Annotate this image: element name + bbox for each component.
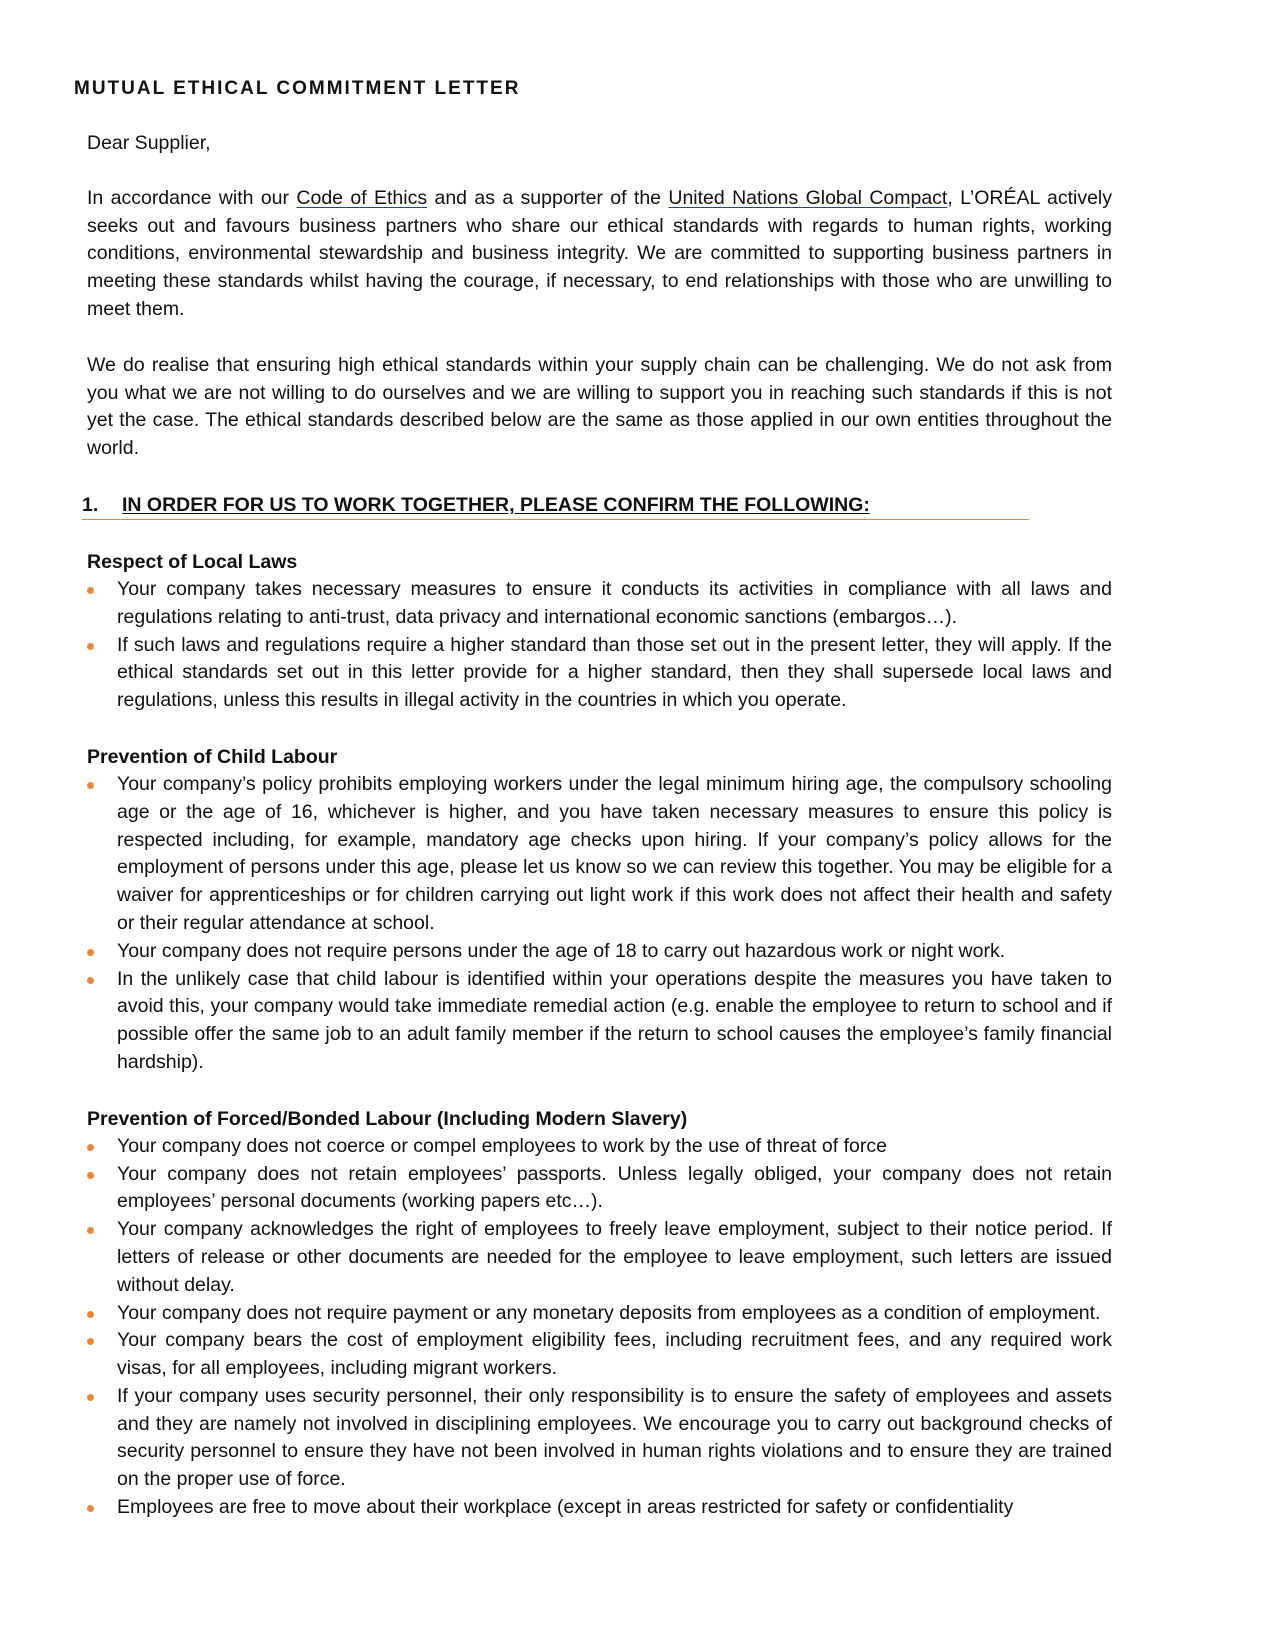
subheading: Prevention of Child Labour — [87, 745, 338, 768]
section-heading-text: IN ORDER FOR US TO WORK TOGETHER, PLEASE CONFIRM THE FOLLOWING: — [122, 493, 870, 516]
bullet-icon — [87, 643, 94, 650]
bullet-icon — [87, 1394, 94, 1401]
list-item — [87, 771, 1112, 938]
subheading: Prevention of Forced/Bonded Labour (Including Modern Slavery) — [87, 1107, 688, 1130]
list-item — [87, 1494, 1112, 1522]
bullet-icon — [87, 1172, 94, 1179]
section-forced-labour — [87, 1105, 1112, 1522]
bullet-icon — [87, 1311, 94, 1318]
salutation: Dear Supplier, — [87, 132, 211, 154]
second-paragraph: We do realise that ensuring high ethical standards within your supply chain can be challenging. We do not ask from you what we are not willing to do ourselves and we are willing to support you in reaching such standards if this is not yet the case. The ethical standards described below are the same as those applied in our own entities throughout the world. — [87, 353, 1112, 460]
list-item — [87, 1327, 1112, 1383]
bullet-icon — [87, 587, 94, 594]
un-global-compact-link[interactable]: United Nations Global Compact — [668, 186, 948, 209]
list-item — [87, 966, 1112, 1077]
code-of-ethics-link[interactable]: Code of Ethics — [296, 186, 428, 209]
list-item-text: If your company uses security personnel, their only responsibility is to ensure the safety of employees and assets and they are namely not involved in disciplining employees. We encourage you to carry out background checks of security personnel to ensure they have not been involved in human rights violations and to ensure they are trained on the proper use of force. — [117, 1384, 1112, 1491]
list-item — [87, 1133, 1112, 1161]
list-item-text: Your company does not coerce or compel employees to work by the use of threat of force — [117, 1134, 887, 1157]
list-item-text: Your company takes necessary measures to ensure it conducts its activities in compliance with all laws and regulations relating to anti-trust, data privacy and international economic sanctions (embargos…). — [117, 577, 1112, 628]
bullet-icon — [87, 977, 94, 984]
list-item — [87, 938, 1112, 966]
bullet-list — [87, 771, 1112, 1077]
subheading: Respect of Local Laws — [87, 550, 298, 573]
list-item — [87, 1216, 1112, 1299]
letter-body — [82, 130, 1112, 1522]
list-item — [87, 1161, 1112, 1217]
bullet-icon — [87, 1227, 94, 1234]
list-item — [87, 632, 1112, 715]
bullet-icon — [87, 1505, 94, 1512]
list-item-text: Employees are free to move about their workplace (except in areas restricted for safety or confidentiality — [117, 1496, 1014, 1519]
bullet-icon — [87, 1144, 94, 1151]
list-item-text: If such laws and regulations require a higher standard than those set out in the present letter, they will apply. If the ethical standards set out in this letter provide for a higher standard, then they shall supersede local laws and regulations, unless this results in illegal activity in the countries in which you operate. — [117, 633, 1112, 712]
list-item-text: Your company bears the cost of employment eligibility fees, including recruitment fees, and any required work visas, for all employees, including migrant workers. — [117, 1329, 1112, 1380]
list-item-text: Your company does not require persons under the age of 18 to carry out hazardous work or night work. — [117, 939, 1006, 962]
bullet-list — [87, 576, 1112, 715]
bullet-icon — [87, 949, 94, 956]
list-item-text: Your company does not retain employees’ passports. Unless legally obliged, your company does not retain employees’ personal documents (working papers etc…). — [117, 1162, 1112, 1213]
document-title: MUTUAL ETHICAL COMMITMENT LETTER — [74, 78, 521, 99]
intro-text-end: , L’ORÉAL actively seeks out and favours business partners who share our ethical standards with regards to human rights, working conditions, environmental stewardship and business integrity. We are committed to supporting business partners in meeting these standards whilst having the courage, if necessary, to end relationships with those who are unwilling to meet them. — [87, 186, 1112, 320]
list-item — [87, 1383, 1112, 1494]
list-item — [87, 1300, 1112, 1328]
bullet-icon — [87, 1338, 94, 1345]
section-number: 1. — [82, 493, 99, 516]
list-item-text: In the unlikely case that child labour is identified within your operations despite the measures you have taken to avoid this, your company would take immediate remedial action (e.g. enable the employee to return to school and if possible offer the same job to an adult family member if the return to school causes the employee’s family financial hardship). — [117, 967, 1112, 1073]
intro-text-start: In accordance with our — [87, 186, 297, 209]
list-item-text: Your company’s policy prohibits employing workers under the legal minimum hiring age, the compulsory schooling age or the age of 16, whichever is higher, and you have taken necessary measures to ensure this policy is respected including, for example, mandatory age checks upon hiring. If your company’s policy allows for the employment of persons under this age, please let us know so we can review this together. You may be eligible for a waiver for apprenticeships or for children carrying out light work if this work does not affect their health and safety or their regular attendance at school. — [117, 772, 1112, 934]
section-heading — [82, 491, 1029, 520]
bullet-icon — [87, 782, 94, 789]
section-child-labour — [87, 743, 1112, 1077]
list-item-text: Your company acknowledges the right of employees to freely leave employment, subject to their notice period. If letters of release or other documents are needed for the employee to leave employment, such letters are issued without delay. — [117, 1218, 1112, 1296]
list-item-text: Your company does not require payment or any monetary deposits from employees as a condition of employment. — [117, 1301, 1101, 1324]
intro-paragraph — [87, 185, 1112, 324]
section-local-laws — [87, 548, 1112, 715]
list-item — [87, 576, 1112, 632]
bullet-list — [87, 1133, 1112, 1522]
intro-text-middle: and as a supporter of the — [427, 186, 669, 209]
